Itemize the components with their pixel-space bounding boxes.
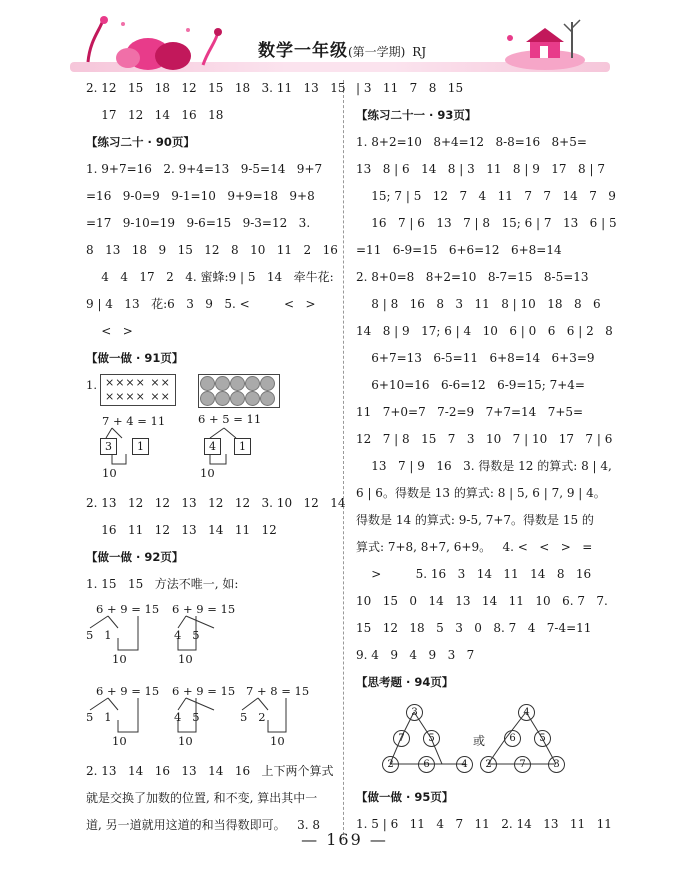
number-circle: 7 bbox=[514, 756, 531, 773]
item-number: 1. bbox=[86, 378, 97, 392]
number-circle: 5 bbox=[423, 730, 440, 747]
book-title-sub: (第一学期) bbox=[348, 45, 406, 59]
answer-line: 就是交换了加数的位置, 和不变, 算出其中一 bbox=[86, 791, 318, 805]
answer-line: 9 | 4 13 花:6 3 9 5. < < > bbox=[86, 297, 316, 311]
equation: 6 + 9 = 15 bbox=[172, 602, 236, 616]
section-heading: 【做一做 · 95页】 bbox=[356, 790, 454, 804]
answer-line: 4 4 17 2 4. 蜜蜂:9 | 5 14 牵牛花: bbox=[86, 270, 334, 284]
answer-line: 1. 8+2=10 8+4=12 8-8=16 8+5= bbox=[356, 135, 587, 149]
answer-line: 13 7 | 9 16 3. 得数是 12 的算式: 8 | 4, bbox=[356, 459, 612, 473]
answer-line: < > bbox=[86, 324, 133, 338]
equation: 7 + 4 = 11 bbox=[102, 414, 166, 428]
equation: 6 + 9 = 15 bbox=[172, 684, 236, 698]
counter-dot bbox=[260, 376, 275, 391]
equation: 7 + 8 = 15 bbox=[246, 684, 310, 698]
split-values: 5 2 bbox=[240, 710, 266, 724]
ten-label: 10 bbox=[270, 734, 285, 748]
number-circle: 4 bbox=[456, 756, 473, 773]
number-circle: 7 bbox=[393, 730, 410, 747]
number-circle: 5 bbox=[534, 730, 551, 747]
column-divider bbox=[343, 80, 344, 840]
split-box: 1 bbox=[132, 438, 149, 455]
figure-94 bbox=[356, 700, 656, 778]
section-heading: 【做一做 · 91页】 bbox=[86, 351, 184, 365]
counter-dot bbox=[230, 376, 245, 391]
or-label: 或 bbox=[473, 734, 486, 748]
answer-line: 14 8 | 9 17; 6 | 4 10 6 | 0 6 6 | 2 8 bbox=[356, 324, 613, 338]
split-box: 3 bbox=[100, 438, 117, 455]
ten-label: 10 bbox=[178, 734, 193, 748]
figure-92 bbox=[86, 600, 336, 750]
section-heading: 【练习二十 · 90页】 bbox=[86, 135, 195, 149]
answer-line: 16 11 12 13 14 11 12 bbox=[86, 523, 277, 537]
answer-line: 11 7+0=7 7-2=9 7+7=14 7+5= bbox=[356, 405, 584, 419]
section-heading: 【练习二十一 · 93页】 bbox=[356, 108, 477, 122]
equation: 6 + 9 = 15 bbox=[96, 684, 160, 698]
answer-line: 17 12 14 16 18 bbox=[86, 108, 224, 122]
book-title-main: 数学一年级 bbox=[258, 41, 348, 61]
answer-line: 算式: 7+8, 8+7, 6+9。 4. < < > = bbox=[356, 540, 593, 554]
answer-line: 道, 另一道就用这道的和当得数即可。 3. 8 bbox=[86, 818, 320, 832]
page-number: — 169 — bbox=[301, 830, 388, 849]
answer-line: 得数是 14 的算式: 9-5, 7+7。得数是 15 的 bbox=[356, 513, 594, 527]
answer-line: 1. 15 15 方法不唯一, 如: bbox=[86, 577, 239, 591]
answer-line: > 5. 16 3 14 11 14 8 16 bbox=[356, 567, 592, 581]
answer-line: 6 | 6。得数是 13 的算式: 8 | 5, 6 | 7, 9 | 4。 bbox=[356, 486, 606, 500]
book-edition: RJ bbox=[412, 45, 427, 59]
number-circle: 6 bbox=[504, 730, 521, 747]
answer-line: =17 9-10=19 9-6=15 9-3=12 3. bbox=[86, 216, 311, 230]
answer-line: 1. 5 | 6 11 4 7 11 2. 14 13 11 11 bbox=[356, 817, 612, 831]
answer-line: 15; 7 | 5 12 7 4 11 7 7 14 7 9 bbox=[356, 189, 616, 203]
section-heading: 【思考题 · 94页】 bbox=[356, 675, 454, 689]
number-circle: 3 bbox=[406, 704, 423, 721]
equation: 6 + 9 = 15 bbox=[96, 602, 160, 616]
number-circle: 2 bbox=[382, 756, 399, 773]
answer-line: =11 6-9=15 6+6=12 6+8=14 bbox=[356, 243, 562, 257]
answer-line: 6+7=13 6-5=11 6+8=14 6+3=9 bbox=[356, 351, 595, 365]
header-decoration-right bbox=[500, 8, 610, 70]
answer-line: 9. 4 9 4 9 3 7 bbox=[356, 648, 475, 662]
answer-line: 6+10=16 6-6=12 6-9=15; 7+4= bbox=[356, 378, 585, 392]
split-values: 4 5 bbox=[174, 628, 200, 642]
ten-label: 10 bbox=[178, 652, 193, 666]
answer-line: 1. 9+7=16 2. 9+4=13 9-5=14 9+7 bbox=[86, 162, 323, 176]
counter-dot bbox=[230, 391, 245, 406]
section-heading: 【做一做 · 92页】 bbox=[86, 550, 184, 564]
answer-line: =16 9-0=9 9-1=10 9+9=18 9+8 bbox=[86, 189, 315, 203]
ten-label: 10 bbox=[112, 734, 127, 748]
book-title bbox=[258, 36, 426, 61]
counter-dot bbox=[215, 391, 230, 406]
counter-dot bbox=[215, 376, 230, 391]
answer-line: 13 8 | 6 14 8 | 3 11 8 | 9 17 8 | 7 bbox=[356, 162, 605, 176]
split-box: 4 bbox=[204, 438, 221, 455]
answer-line: 8 | 8 16 8 3 11 8 | 10 18 8 6 bbox=[356, 297, 601, 311]
equation: 6 + 5 = 11 bbox=[198, 412, 262, 426]
split-box: 1 bbox=[234, 438, 251, 455]
number-circle: 4 bbox=[518, 704, 535, 721]
number-circle: 3 bbox=[548, 756, 565, 773]
counter-dot bbox=[200, 391, 215, 406]
answer-line: 8 13 18 9 15 12 8 10 11 2 16 bbox=[86, 243, 338, 257]
ten-label: 10 bbox=[200, 466, 215, 480]
split-values: 5 1 bbox=[86, 710, 112, 724]
answer-line: 12 7 | 8 15 7 3 10 7 | 10 17 7 | 6 bbox=[356, 432, 613, 446]
split-values: 4 5 bbox=[174, 710, 200, 724]
answer-line: 10 15 0 14 13 14 11 10 6. 7 7. bbox=[356, 594, 608, 608]
answer-line: 2. 8+0=8 8+2=10 8-7=15 8-5=13 bbox=[356, 270, 589, 284]
number-circle: 2 bbox=[480, 756, 497, 773]
answer-line: 16 7 | 6 13 7 | 8 15; 6 | 7 13 6 | 5 bbox=[356, 216, 617, 230]
header-decoration-left bbox=[78, 10, 248, 70]
page-header bbox=[0, 0, 689, 78]
cross-grid: ×××× ×× ×××× ×× bbox=[100, 374, 176, 406]
counter-dot bbox=[245, 376, 260, 391]
counter-dot bbox=[260, 391, 275, 406]
ten-label: 10 bbox=[112, 652, 127, 666]
answer-line: 2. 13 14 16 13 14 16 上下两个算式 bbox=[86, 764, 334, 778]
split-values: 5 1 bbox=[86, 628, 112, 642]
ten-label: 10 bbox=[102, 466, 117, 480]
number-circle: 6 bbox=[418, 756, 435, 773]
counter-dot bbox=[200, 376, 215, 391]
counter-dot bbox=[245, 391, 260, 406]
figure-91 bbox=[86, 372, 336, 482]
answer-line: 2. 13 12 12 13 12 12 3. 10 12 14 bbox=[86, 496, 346, 510]
answer-line: | 3 11 7 8 15 bbox=[356, 81, 464, 95]
answer-line: 15 12 18 5 3 0 8. 7 4 7-4=11 bbox=[356, 621, 592, 635]
answer-line: 2. 12 15 18 12 15 18 3. 11 13 15 bbox=[86, 81, 346, 95]
